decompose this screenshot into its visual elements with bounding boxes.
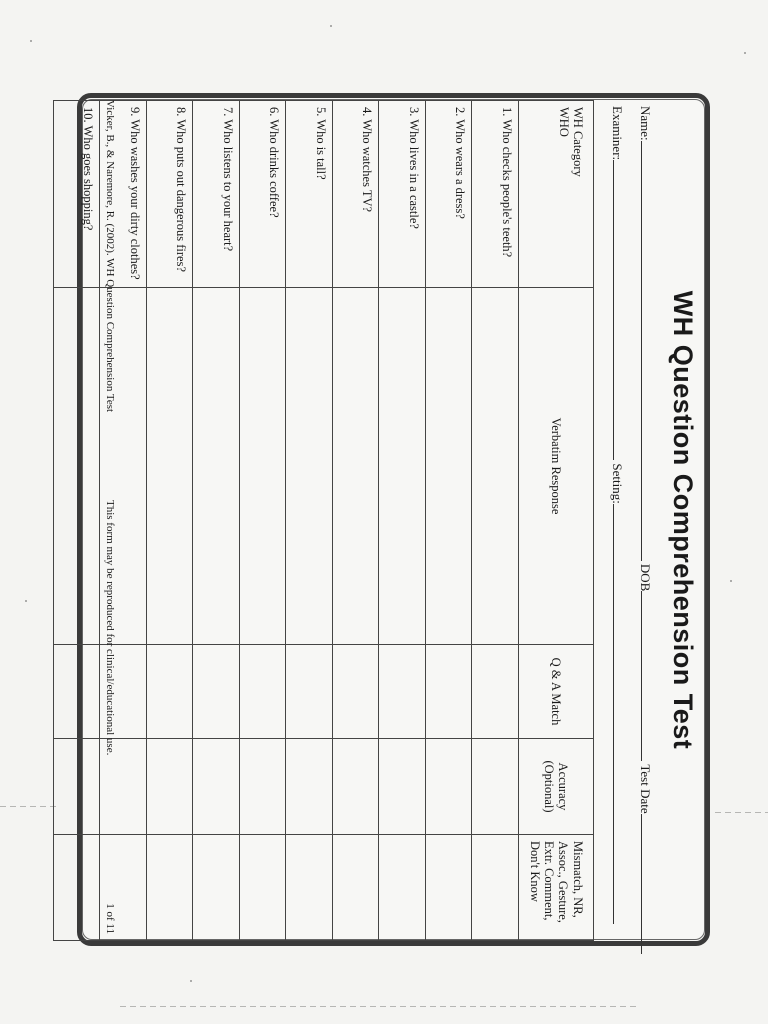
reproduction-notice: This form may be reproduced for clinical/educational use. [104,500,116,756]
verbatim-cell[interactable] [240,288,287,645]
verbatim-cell[interactable] [286,288,333,645]
qa-match-cell[interactable] [379,645,426,739]
col-qa-match: Q & A Match [519,645,594,739]
verbatim-cell[interactable] [147,288,194,645]
dob-field[interactable] [641,591,654,761]
question-text: 5. Who is tall? [286,101,333,288]
setting-label: Setting: [610,463,625,504]
question-text: 3. Who lives in a castle? [379,101,426,288]
col-accuracy-label: Accuracy [556,762,571,811]
verbatim-cell[interactable] [333,288,380,645]
scan-speck [25,600,27,602]
response-table [53,100,594,941]
table-row [286,101,333,941]
form-title: WH Question Comprehension Test [668,290,698,750]
question-text: 9. Who washes your dirty clothes? [100,101,147,288]
page-number: 1 of 11 [104,903,116,934]
test-date-label: Test Date [638,764,653,814]
accuracy-cell[interactable] [426,739,473,835]
verbatim-cell[interactable] [472,288,519,645]
col-mismatch-line: Don't Know [527,841,542,902]
scan-speck [330,25,332,27]
header-row-1 [637,106,654,954]
table-row [426,101,473,941]
accuracy-cell[interactable] [147,739,194,835]
scan-speck [730,580,732,582]
verbatim-cell[interactable] [379,288,426,645]
col-mismatch-line: Extr. Comment, [542,841,556,921]
scan-artifact [120,1006,640,1007]
qa-match-cell[interactable] [472,645,519,739]
table-row [54,101,101,941]
verbatim-cell[interactable] [426,288,473,645]
table-header-row [519,101,594,941]
col-category-label: WH Category [571,107,585,177]
examiner-field[interactable] [613,160,626,460]
question-text: 8. Who puts out dangerous fires? [147,101,194,288]
qa-match-cell[interactable] [193,645,240,739]
mismatch-cell[interactable] [286,835,333,941]
qa-match-cell[interactable] [333,645,380,739]
col-mismatch-line: Assoc., Gesture, [556,841,571,923]
qa-match-cell[interactable] [426,645,473,739]
table-row [472,101,519,941]
qa-match-cell[interactable] [54,645,101,739]
name-label: Name: [638,106,653,141]
mismatch-cell[interactable] [147,835,194,941]
table-row [193,101,240,941]
col-category-value: WHO [556,107,571,137]
setting-field[interactable] [613,504,626,924]
mismatch-cell[interactable] [472,835,519,941]
citation: Vicker, B., & Naremore, R. (2002). WH Question Comprehension Test [104,100,116,413]
table-row [379,101,426,941]
table-row [240,101,287,941]
question-text: 1. Who checks people's teeth? [472,101,519,288]
test-date-field[interactable] [641,814,654,954]
question-text: 4. Who watches TV? [333,101,380,288]
accuracy-cell[interactable] [286,739,333,835]
verbatim-cell[interactable] [193,288,240,645]
table-row [147,101,194,941]
mismatch-cell[interactable] [426,835,473,941]
question-text: 10. Who goes shopping? [54,101,101,288]
question-text: 7. Who listens to your heart? [193,101,240,288]
question-text: 2. Who wears a dress? [426,101,473,288]
accuracy-cell[interactable] [193,739,240,835]
mismatch-cell[interactable] [333,835,380,941]
dob-label: DOB [638,563,653,592]
scan-speck [190,980,192,982]
header-row-2 [609,106,626,924]
col-accuracy-note: (Optional) [542,760,556,813]
mismatch-cell[interactable] [379,835,426,941]
accuracy-cell[interactable] [54,739,101,835]
accuracy-cell[interactable] [333,739,380,835]
col-verbatim-response: Verbatim Response [519,288,594,645]
scan-artifact [0,806,60,807]
scan-artifact [715,812,768,813]
wh-question-form [81,100,704,940]
col-accuracy [519,739,594,835]
accuracy-cell[interactable] [472,739,519,835]
qa-match-cell[interactable] [147,645,194,739]
qa-match-cell[interactable] [286,645,333,739]
scan-speck [744,52,746,54]
mismatch-cell[interactable] [240,835,287,941]
name-field[interactable] [641,141,654,561]
col-mismatch [519,835,594,941]
mismatch-cell[interactable] [193,835,240,941]
accuracy-cell[interactable] [240,739,287,835]
question-text: 6. Who drinks coffee? [240,101,287,288]
table-row [333,101,380,941]
examiner-label: Examiner: [610,106,625,161]
verbatim-cell[interactable] [54,288,101,645]
scan-speck [30,40,32,42]
mismatch-cell[interactable] [54,835,101,941]
accuracy-cell[interactable] [379,739,426,835]
col-wh-category [519,101,594,288]
col-mismatch-line: Mismatch, NR, [570,841,585,918]
qa-match-cell[interactable] [240,645,287,739]
